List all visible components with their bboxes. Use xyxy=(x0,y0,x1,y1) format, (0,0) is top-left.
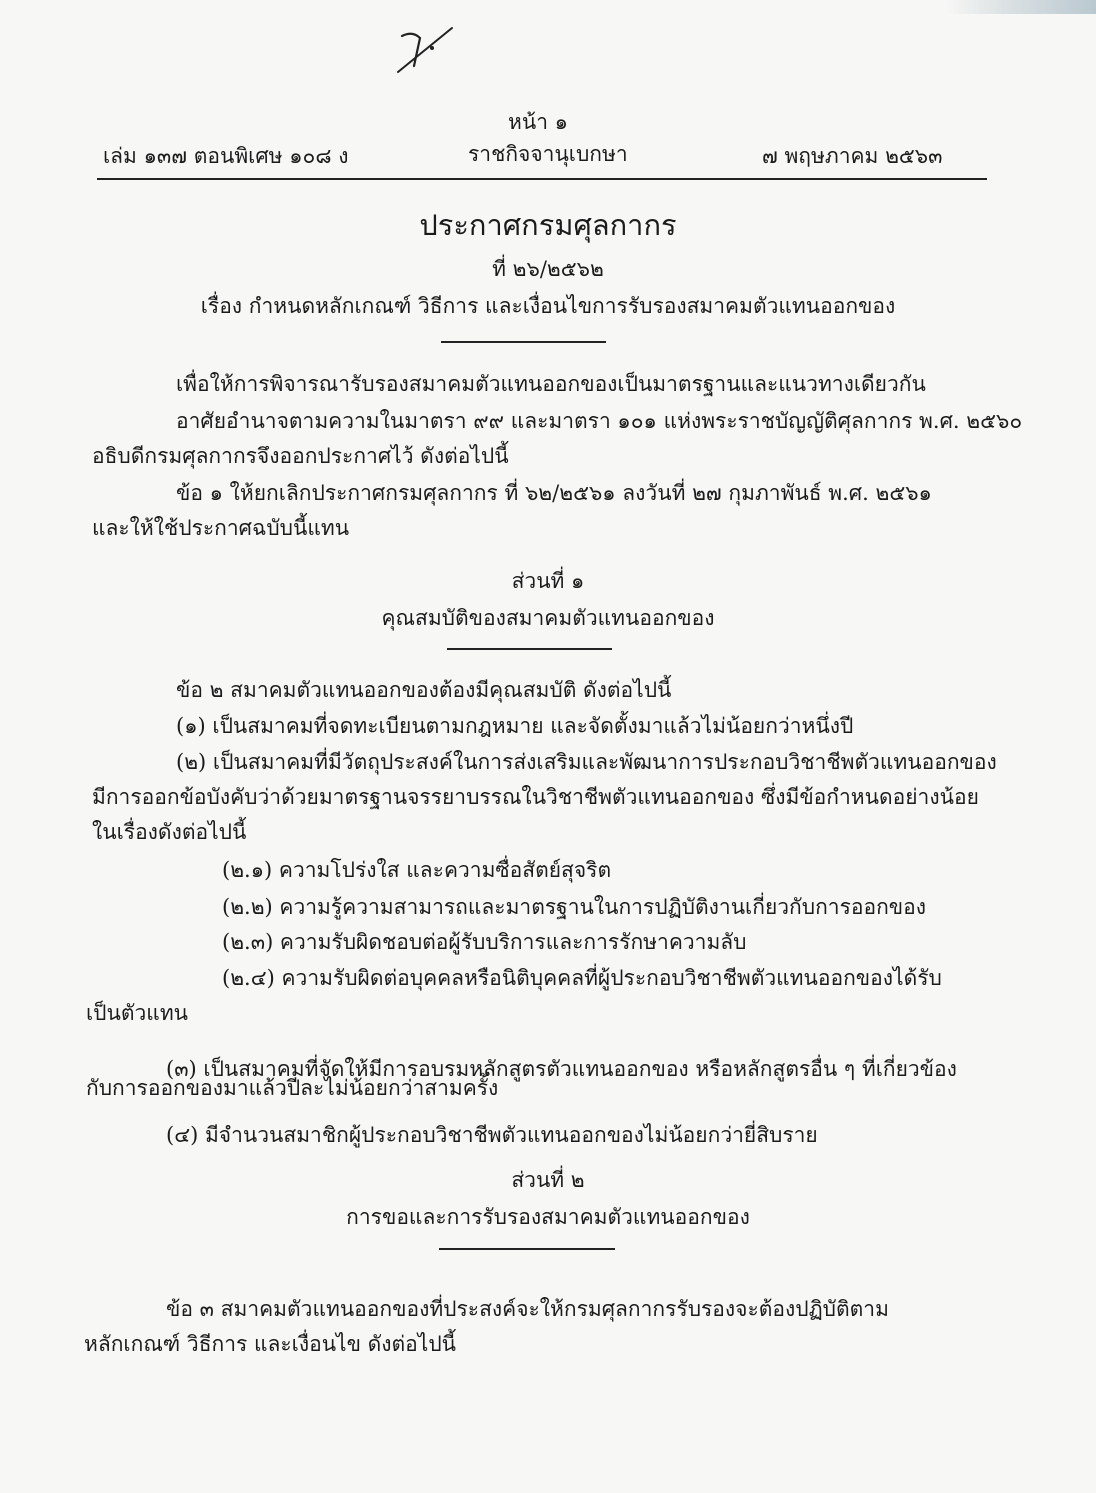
clause-3-line: หลักเกณฑ์ วิธีการ และเงื่อนไข ดังต่อไปนี้ xyxy=(84,1332,457,1356)
preamble-line: อาศัยอำนาจตามความในมาตรา ๙๙ และมาตรา ๑๐๑ แห่งพระราชบัญญัติศุลกากร พ.ศ. ๒๕๖๐ xyxy=(176,409,1023,433)
clause-2-line: (๑) เป็นสมาคมที่จดทะเบียนตามกฎหมาย และจัดตั้งมาแล้วไม่น้อยกว่าหนึ่งปี xyxy=(176,714,854,738)
preamble-line: อธิบดีกรมศุลกากรจึงออกประกาศไว้ ดังต่อไปนี้ xyxy=(92,444,509,468)
clause-1-line: และให้ใช้ประกาศฉบับนี้แทน xyxy=(92,516,350,540)
clause-2-subitem: (๒.๒) ความรู้ความสามารถและมาตรฐานในการปฏิบัติงานเกี่ยวกับการออกของ xyxy=(222,895,927,919)
preamble-line: เพื่อให้การพิจารณารับรองสมาคมตัวแทนออกของเป็นมาตรฐานและแนวทางเดียวกัน xyxy=(176,372,926,396)
announcement-number: ที่ ๒๖/๒๕๖๒ xyxy=(492,257,604,281)
clause-3-line: ข้อ ๓ สมาคมตัวแทนออกของที่ประสงค์จะให้กรมศุลกากรรับรองจะต้องปฏิบัติตาม xyxy=(166,1297,889,1321)
part-1-rule xyxy=(447,648,612,650)
clause-2-subitem: เป็นตัวแทน xyxy=(86,1001,189,1025)
clause-2-line: มีการออกข้อบังคับว่าด้วยมาตรฐานจรรยาบรรณในวิชาชีพตัวแทนออกของ ซึ่งมีข้อกำหนดอย่างน้อย xyxy=(92,785,979,809)
header-rule xyxy=(97,178,987,180)
part-1-heading: ส่วนที่ ๑ xyxy=(511,569,585,593)
clause-2-line: กับการออกของมาแล้วปีละไม่น้อยกว่าสามครั้ง xyxy=(86,1076,499,1100)
clause-2-line: ในเรื่องดังต่อไปนี้ xyxy=(92,820,247,844)
part-1-title: คุณสมบัติของสมาคมตัวแทนออกของ xyxy=(381,606,715,630)
clause-2-subitem: (๒.๑) ความโปร่งใส และความซื่อสัตย์สุจริต xyxy=(222,858,612,882)
clause-2-line: (๒) เป็นสมาคมที่มีวัตถุประสงค์ในการส่งเสริมและพัฒนาการประกอบวิชาชีพตัวแทนออกของ xyxy=(176,750,997,774)
page-number-label: หน้า ๑ xyxy=(508,110,568,134)
volume-info: เล่ม ๑๓๗ ตอนพิเศษ ๑๐๘ ง xyxy=(103,144,349,168)
document-title: ประกาศกรมศุลกากร xyxy=(419,208,677,242)
publication-name: ราชกิจจานุเบกษา xyxy=(468,142,628,166)
publication-date: ๗ พฤษภาคม ๒๕๖๓ xyxy=(762,144,943,168)
clause-2-subitem: (๒.๓) ความรับผิดชอบต่อผู้รับบริการและการรักษาความลับ xyxy=(222,930,747,954)
clause-2-subitem: (๒.๔) ความรับผิดต่อบุคคลหรือนิติบุคคลที่ผู้ประกอบวิชาชีพตัวแทนออกของได้รับ xyxy=(222,966,942,990)
announcement-subject: เรื่อง กำหนดหลักเกณฑ์ วิธีการ และเงื่อนไขการรับรองสมาคมตัวแทนออกของ xyxy=(200,294,896,318)
title-rule xyxy=(441,341,606,343)
part-2-heading: ส่วนที่ ๒ xyxy=(511,1168,585,1192)
clause-2-line: ข้อ ๒ สมาคมตัวแทนออกของต้องมีคุณสมบัติ ดังต่อไปนี้ xyxy=(176,678,672,702)
handwritten-mark xyxy=(380,14,470,84)
clause-2-line: (๔) มีจำนวนสมาชิกผู้ประกอบวิชาชีพตัวแทนออกของไม่น้อยกว่ายี่สิบราย xyxy=(166,1123,818,1147)
clause-1-line: ข้อ ๑ ให้ยกเลิกประกาศกรมศุลกากร ที่ ๖๒/๒๕๖๑ ลงวันที่ ๒๗ กุมภาพันธ์ พ.ศ. ๒๕๖๑ xyxy=(176,481,932,505)
clause-2-line: (๓) เป็นสมาคมที่จัดให้มีการอบรมหลักสูตรตัวแทนออกของ หรือหลักสูตรอื่น ๆ ที่เกี่ยวข้อง xyxy=(166,1057,957,1081)
part-2-title: การขอและการรับรองสมาคมตัวแทนออกของ xyxy=(346,1205,750,1229)
part-2-rule xyxy=(439,1248,615,1250)
scan-edge-shadow xyxy=(946,0,1096,14)
